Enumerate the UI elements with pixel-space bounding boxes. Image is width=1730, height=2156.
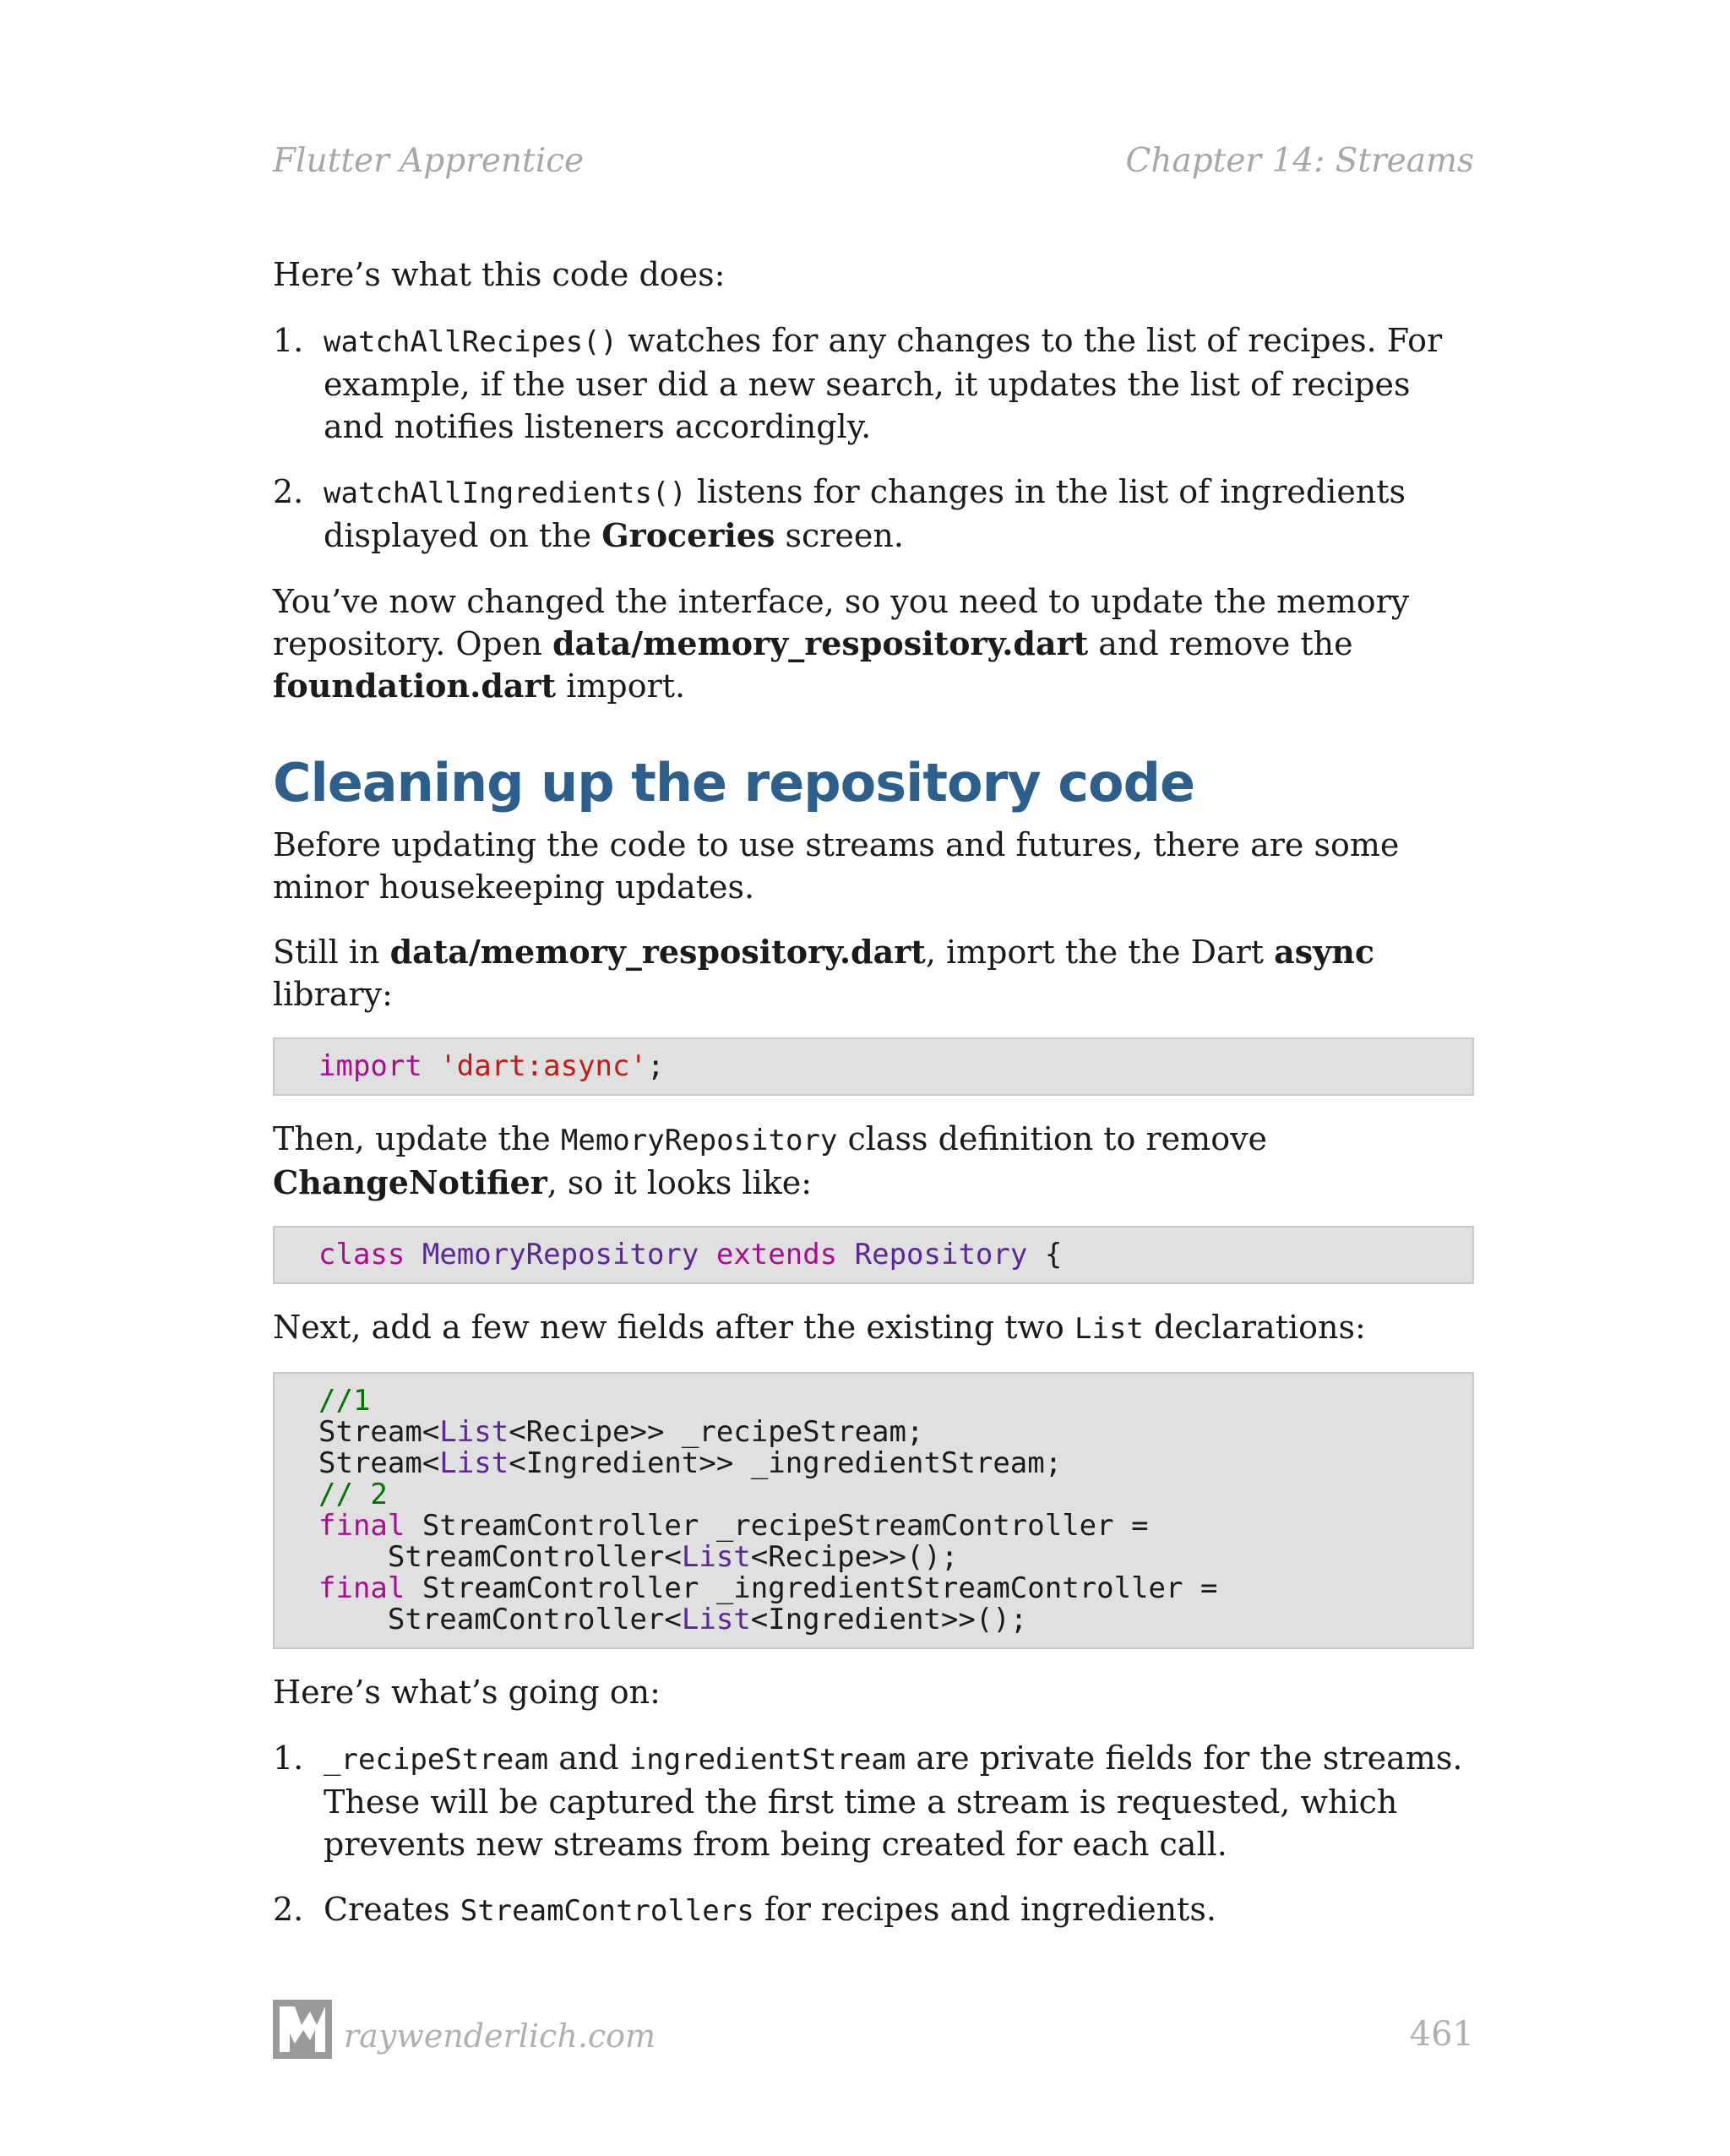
file-name: data/memory_respository.dart (552, 624, 1089, 662)
text: Next, add a few new fields after the existing two (273, 1309, 1074, 1346)
inline-code: StreamControllers (460, 1894, 754, 1928)
code-type: List (439, 1415, 509, 1449)
section-heading: Cleaning up the repository code (273, 752, 1194, 814)
next-paragraph (273, 1306, 1474, 1350)
code-text: StreamController _ingredientStreamController = (405, 1571, 1218, 1605)
text: library: (273, 976, 393, 1013)
code-type: Repository (854, 1238, 1028, 1271)
code-comment: //1 (318, 1384, 371, 1418)
bold-term: Groceries (601, 516, 775, 554)
list-item (273, 471, 1474, 557)
file-name: foundation.dart (273, 667, 557, 705)
list-item (273, 319, 1474, 448)
code-keyword: class (318, 1238, 405, 1271)
text: You’ve now changed the interface, so you need to update the memory repository. Open (273, 583, 1410, 662)
still-in-paragraph (273, 931, 1474, 1015)
text: class definition to remove (837, 1120, 1268, 1157)
code-keyword: final (318, 1571, 405, 1605)
page-content (273, 253, 1474, 1932)
text: Then, update the (273, 1120, 561, 1157)
text: and remove the (1088, 625, 1353, 662)
code-type: MemoryRepository (422, 1238, 699, 1271)
code-text: StreamController< (318, 1540, 682, 1574)
code-type: List (439, 1446, 509, 1480)
code-comment: // 2 (318, 1478, 388, 1511)
code-text: StreamController _recipeStreamController = (405, 1509, 1149, 1543)
running-header-chapter: Chapter 14: Streams (1125, 142, 1474, 180)
code-text: <Recipe>> _recipeStream; (509, 1415, 924, 1449)
code-keyword: final (318, 1509, 405, 1543)
file-name: data/memory_respository.dart (389, 933, 926, 971)
list-text: for recipes and ingredients. (753, 1891, 1216, 1928)
page-number: 461 (1409, 2015, 1474, 2054)
going-on-paragraph: Here’s what’s going on: (273, 1674, 661, 1711)
text: declarations: (1143, 1309, 1366, 1346)
list-text: and (548, 1740, 629, 1777)
inline-code: _recipeStream (324, 1743, 549, 1777)
list-item (273, 1888, 1474, 1932)
list-text: watches for any changes to the list of recipes. For example, if the user did a new search, it updates the list of recipes and notifies listeners accordingly. (324, 322, 1443, 445)
inline-code: watchAllIngredients() (324, 476, 687, 510)
list-text: Creates (324, 1891, 460, 1928)
bold-term: ChangeNotifier (273, 1163, 547, 1201)
fields-explanation-list (273, 1737, 1474, 1932)
code-keyword: import (318, 1049, 422, 1083)
inline-code: MemoryRepository (560, 1124, 838, 1157)
list-number: 2. (273, 473, 304, 510)
code-text: StreamController< (318, 1603, 682, 1636)
footer-site: raywenderlich.com (344, 2017, 656, 2055)
code-string: 'dart:async' (439, 1049, 647, 1083)
raywenderlich-logo-icon (273, 2000, 332, 2059)
code-text: Stream< (318, 1415, 440, 1449)
list-number: 1. (273, 322, 304, 359)
code-explanation-list (273, 319, 1474, 557)
library-name: async (1274, 933, 1375, 971)
text: Still in (273, 934, 390, 971)
inline-code: List (1074, 1312, 1144, 1346)
interface-paragraph (273, 580, 1474, 707)
code-text: <Ingredient>> _ingredientStream; (509, 1446, 1063, 1480)
code-type: List (681, 1540, 751, 1574)
list-item (273, 1737, 1474, 1865)
code-block-class (273, 1226, 1474, 1284)
code-block-import (273, 1037, 1474, 1096)
text: , so it looks like: (547, 1164, 813, 1201)
code-block-fields (273, 1372, 1474, 1649)
list-number: 2. (273, 1891, 304, 1928)
then-paragraph (273, 1118, 1474, 1204)
text: import. (556, 667, 686, 705)
code-keyword: extends (715, 1238, 838, 1271)
list-number: 1. (273, 1740, 304, 1777)
inline-code: ingredientStream (628, 1743, 906, 1777)
housekeeping-paragraph: Before updating the code to use streams and futures, there are some minor housekeeping updates. (273, 826, 1400, 906)
inline-code: watchAllRecipes() (324, 325, 617, 359)
list-text: listens for changes in the list of ingredients displayed on the (324, 473, 1406, 554)
running-header-book-title: Flutter Apprentice (273, 142, 585, 180)
list-text: are private fields for the streams. These will be captured the first time a stream is requested, which prevents new streams from being created for each call. (324, 1740, 1463, 1863)
code-punct: { (1044, 1238, 1063, 1271)
intro-paragraph: Here’s what this code does: (273, 256, 726, 293)
code-text: <Recipe>>(); (750, 1540, 959, 1574)
list-text: screen. (775, 517, 904, 554)
code-type: List (681, 1603, 751, 1636)
code-text: <Ingredient>>(); (750, 1603, 1028, 1636)
code-punct: ; (646, 1049, 665, 1083)
code-text: Stream< (318, 1446, 440, 1480)
text: , import the the Dart (925, 934, 1275, 971)
